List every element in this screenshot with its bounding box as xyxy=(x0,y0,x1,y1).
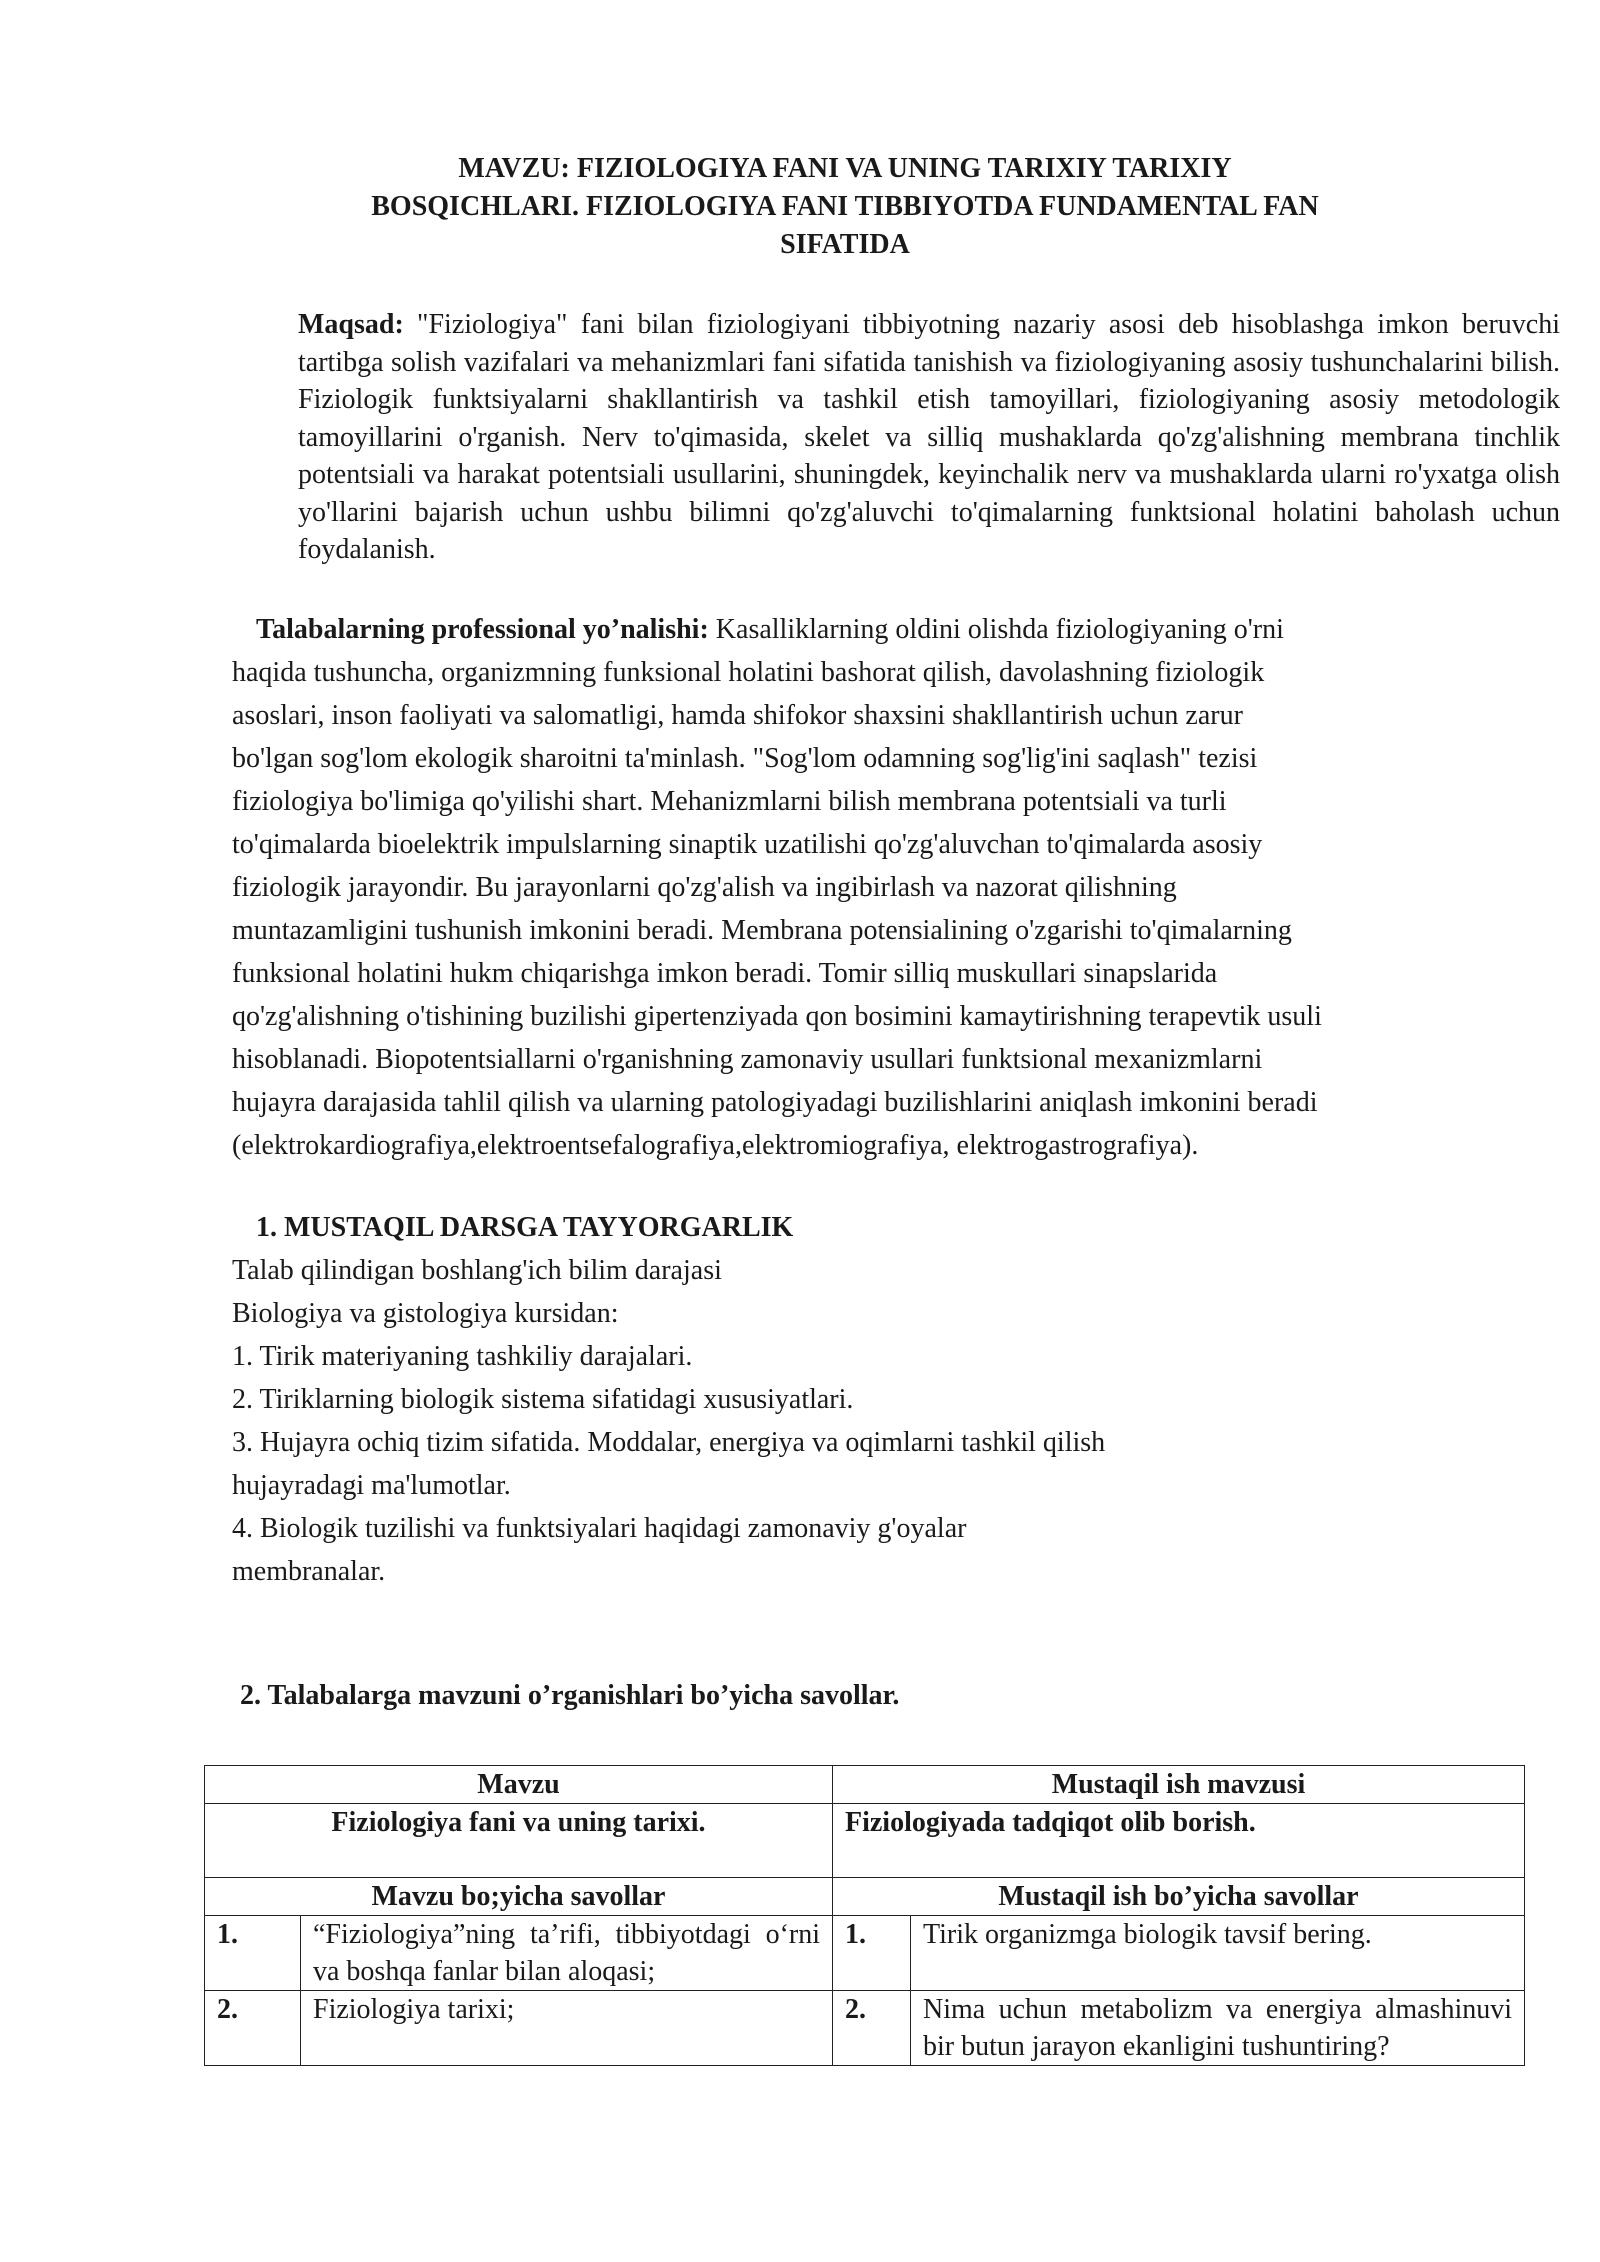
professional-line-9: funksional holatini hukm chiqarishga imkon beradi. Tomir silliq muskullari sinapslarida xyxy=(232,958,1218,989)
table-row-number: 1. xyxy=(205,1916,301,1991)
professional-line-12: hujayra darajasida tahlil qilish va ularning patologiyadagi buzilishlarini aniqlash imkonini beradi xyxy=(232,1087,1318,1118)
table-independent-questions-header: Mustaqil ish bo’yicha savollar xyxy=(833,1878,1525,1916)
table-row-number: 1. xyxy=(833,1916,911,1991)
section-1-line-2: Biologiya va gistologiya kursidan: xyxy=(232,1298,619,1329)
section-1-line-6: hujayradagi ma'lumotlar. xyxy=(232,1470,511,1501)
table-row-question: Fiziologiya tarixi; xyxy=(301,1991,833,2066)
title-line-3: SIFATIDA xyxy=(780,229,910,260)
table-header-topic: Mavzu xyxy=(205,1766,833,1804)
section-1-line-5: 3. Hujayra ochiq tizim sifatida. Moddalar, energiya va oqimlarni tashkil qilish xyxy=(232,1427,1106,1458)
table-row-number: 2. xyxy=(833,1991,911,2066)
section-2-heading: 2. Talabalarga mavzuni o’rganishlari bo’yicha savollar. xyxy=(240,1680,900,1711)
goal-paragraph xyxy=(232,306,1560,569)
table-row xyxy=(205,1991,1525,2066)
professional-line-3: asoslari, inson faoliyati va salomatligi, hamda shifokor shaxsini shakllantirish uchun zarur xyxy=(232,700,1243,731)
professional-line-2: haqida tushuncha, organizmning funksional holatini bashorat qilish, davolashning fiziologik xyxy=(232,657,1265,688)
section-1-heading: 1. MUSTAQIL DARSGA TAYYORGARLIK xyxy=(256,1212,794,1243)
table-row-independent-question: Tirik organizmga biologik tavsif bering. xyxy=(911,1916,1525,1991)
title-line-2: BOSQICHLARI. FIZIOLOGIYA FANI TIBBIYOTDA FUNDAMENTAL FAN xyxy=(371,191,1319,222)
goal-label: Maqsad: xyxy=(298,309,404,340)
questions-table xyxy=(204,1765,1525,2066)
professional-line-5: fiziologiya bo'limiga qo'yilishi shart. Mehanizmlarni bilish membrana potentsiali va turli xyxy=(232,786,1227,817)
table-row-question: “Fiziologiya”ning ta’rifi, tibbiyotdagi o‘rni va boshqa fanlar bilan aloqasi; xyxy=(301,1916,833,1991)
table-questions-header: Mavzu bo;yicha savollar xyxy=(205,1878,833,1916)
section-1-line-8: membranalar. xyxy=(232,1556,386,1587)
table-row-number: 2. xyxy=(205,1991,301,2066)
table-header-independent-topic: Mustaqil ish mavzusi xyxy=(833,1766,1525,1804)
table-header-row xyxy=(205,1766,1525,1804)
section-1-line-7: 4. Biologik tuzilishi va funktsiyalari haqidagi zamonaviy g'oyalar xyxy=(232,1513,967,1544)
table-questions-header-row xyxy=(205,1878,1525,1916)
table-row-independent-question: Nima uchun metabolizm va energiya almashinuvi bir butun jarayon ekanligini tushuntiring? xyxy=(911,1991,1525,2066)
professional-line-11: hisoblanadi. Biopotentsiallarni o'rganishning zamonaviy usullari funktsional mexanizmlarni xyxy=(232,1044,1263,1075)
title-line-1: MAVZU: FIZIOLOGIYA FANI VA UNING TARIXIY TARIXIY xyxy=(458,153,1232,184)
professional-label: Talabalarning professional yo’nalishi: xyxy=(256,614,709,645)
section-1-line-4: 2. Tiriklarning biologik sistema sifatidagi xususiyatlari. xyxy=(232,1384,854,1415)
professional-line-4: bo'lgan sog'lom ekologik sharoitni ta'minlash. "Sog'lom odamning sog'lig'ini saqlash" tezisi xyxy=(232,743,1258,774)
page-title xyxy=(280,150,1410,264)
professional-line-10: qo'zg'alishning o'tishining buzilishi gipertenziyada qon bosimini kamaytirishning terapevtik usuli xyxy=(232,1001,1322,1032)
table-topic-row xyxy=(205,1804,1525,1878)
professional-text-1: Kasalliklarning oldini olishda fiziologiyaning o'rni xyxy=(708,614,1284,645)
professional-line-1 xyxy=(232,608,1494,651)
table-row xyxy=(205,1916,1525,1991)
professional-line-8: muntazamligini tushunish imkonini beradi. Membrana potensialining o'zgarishi to'qimalarning xyxy=(232,915,1292,946)
professional-line-6: to'qimalarda bioelektrik impulslarning sinaptik uzatilishi qo'zg'aluvchan to'qimalarda asosiy xyxy=(232,829,1263,860)
goal-text: "Fiziologiya" fani bilan fiziologiyani tibbiyotning nazariy asosi deb hisoblashga imkon beruvchi tartibga solish vazifalari va mehanizmlari fani sifatida tanishish va fiziologiyaning asosiy tushunchalarini bilish. Fiziologik funktsiyalarni shakllantirish va tashkil etish tamoyillari, fiziologiyaning asosiy metodologik tamoyillarini o'rganish. Nerv to'qimasida, skelet va silliq mushaklarda qo'zg'alishning membrana tinchlik potentsiali va harakat potentsiali usullarini, shuningdek, keyinchalik nerv va mushaklarda ularni ro'yxatga olish yo'llarini bajarish uchun ushbu bilimni qo'zg'aluvchi to'qimalarning funktsional holatini baholash uchun foydalanish. xyxy=(298,309,1560,565)
section-1-line-3: 1. Tirik materiyaning tashkiliy darajalari. xyxy=(232,1341,693,1372)
professional-paragraph xyxy=(232,608,1494,1167)
professional-line-7: fiziologik jarayondir. Bu jarayonlarni qo'zg'alish va ingibirlash va nazorat qilishning xyxy=(232,872,1177,903)
professional-line-13: (elektrokardiografiya,elektroentsefalografiya,elektromiografiya, elektrogastrografiya). xyxy=(232,1130,1199,1161)
section-1 xyxy=(232,1206,1494,1593)
table-topic-cell: Fiziologiya fani va uning tarixi. xyxy=(205,1804,833,1878)
section-1-line-1: Talab qilindigan boshlang'ich bilim darajasi xyxy=(232,1255,722,1286)
table-independent-topic-cell: Fiziologiyada tadqiqot olib borish. xyxy=(833,1804,1525,1878)
